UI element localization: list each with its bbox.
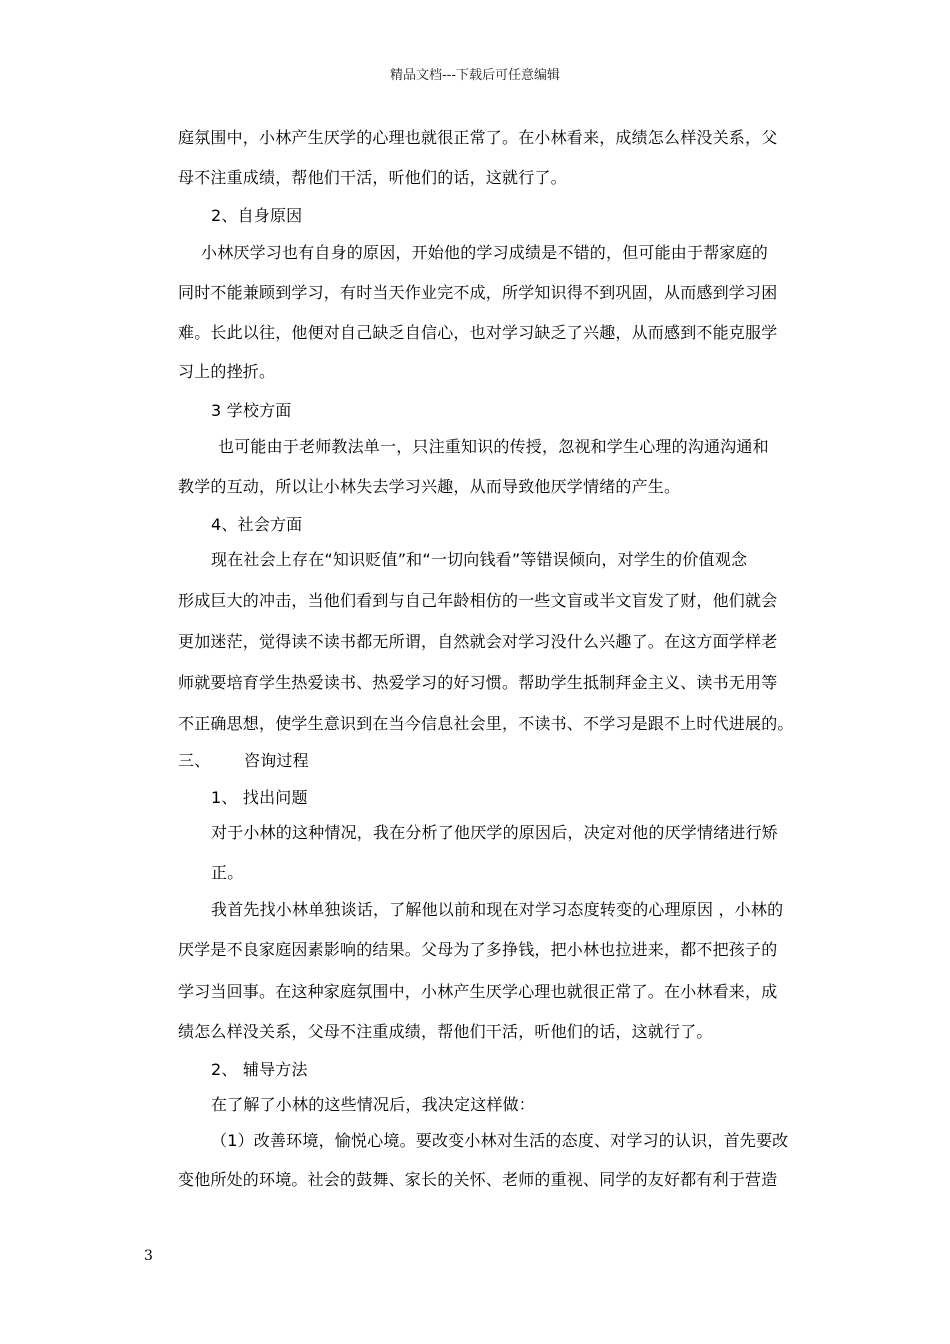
- subheading-methods: 2、 辅导方法: [211, 1060, 308, 1079]
- body-line: 不正确思想，使学生意识到在当今信息社会里，不读书、不学习是跟不上时代进展的。: [178, 714, 794, 733]
- body-line: 小林厌学习也有自身的原因，开始他的学习成绩是不错的，但可能由于帮家庭的: [201, 243, 769, 262]
- body-line: 形成巨大的冲击，当他们看到与自己年龄相仿的一些文盲或半文盲发了财，他们就会: [178, 591, 778, 610]
- subheading-find-problem: 1、 找出问题: [211, 788, 308, 807]
- section-heading-society: 4、社会方面: [211, 515, 303, 534]
- section-heading-consultation: 咨询过程: [244, 751, 309, 770]
- section-number-three: 三、: [178, 751, 211, 770]
- body-line: 更加迷茫，觉得读不读书都无所谓，自然就会对学习没什么兴趣了。在这方面学样老: [178, 632, 778, 651]
- page-number: 3: [144, 1248, 153, 1264]
- body-line: 庭氛围中，小林产生厌学的心理也就很正常了。在小林看来，成绩怎么样没关系，父: [178, 128, 778, 147]
- body-line: 变他所处的环境。社会的鼓舞、家长的关怀、老师的重视、同学的友好都有利于营造: [178, 1170, 778, 1189]
- body-line: 在了解了小林的这些情况后，我决定这样做：: [211, 1095, 536, 1114]
- body-line: 厌学是不良家庭因素影响的结果。父母为了多挣钱，把小林也拉进来，都不把孩子的: [178, 940, 778, 959]
- body-line: 也可能由于老师教法单一，只注重知识的传授，忽视和学生心理的沟通沟通和: [218, 437, 769, 456]
- body-line: 我首先找小林单独谈话，了解他以前和现在对学习态度转变的心理原因 ，小林的: [211, 900, 784, 919]
- body-line: 同时不能兼顾到学习，有时当天作业完不成，所学知识得不到巩固，从而感到学习困: [178, 283, 778, 302]
- section-heading-self-reasons: 2、自身原因: [211, 206, 303, 225]
- body-line: 习上的挫折。: [178, 362, 276, 381]
- body-line: 教学的互动，所以让小林失去学习兴趣，从而导致他厌学情绪的产生。: [178, 477, 681, 496]
- section-heading-school: 3 学校方面: [211, 401, 292, 420]
- body-line: （1）改善环境，愉悦心境。要改变小林对生活的态度、对学习的认识，首先要改: [211, 1131, 789, 1150]
- body-line: 对于小林的这种情况，我在分析了他厌学的原因后，决定对他的厌学情绪进行矫: [211, 823, 779, 842]
- body-line: 正。: [211, 863, 244, 882]
- page-header: 精品文档---下载后可任意编辑: [389, 68, 561, 83]
- body-line: 难。长此以往，他便对自己缺乏自信心，也对学习缺乏了兴趣，从而感到不能克服学: [178, 323, 778, 342]
- body-line: 师就要培育学生热爱读书、热爱学习的好习惯。帮助学生抵制拜金主义、读书无用等: [178, 673, 778, 692]
- body-line: 绩怎么样没关系，父母不注重成绩，帮他们干活，听他们的话，这就行了。: [178, 1022, 713, 1041]
- body-line: 母不注重成绩，帮他们干活，听他们的话，这就行了。: [178, 168, 567, 187]
- body-line: 学习当回事。在这种家庭氛围中，小林产生厌学心理也就很正常了。在小林看来，成: [178, 982, 778, 1001]
- body-line: 现在社会上存在“知识贬值”和“一切向钱看”等错误倾向，对学生的价值观念: [211, 550, 748, 569]
